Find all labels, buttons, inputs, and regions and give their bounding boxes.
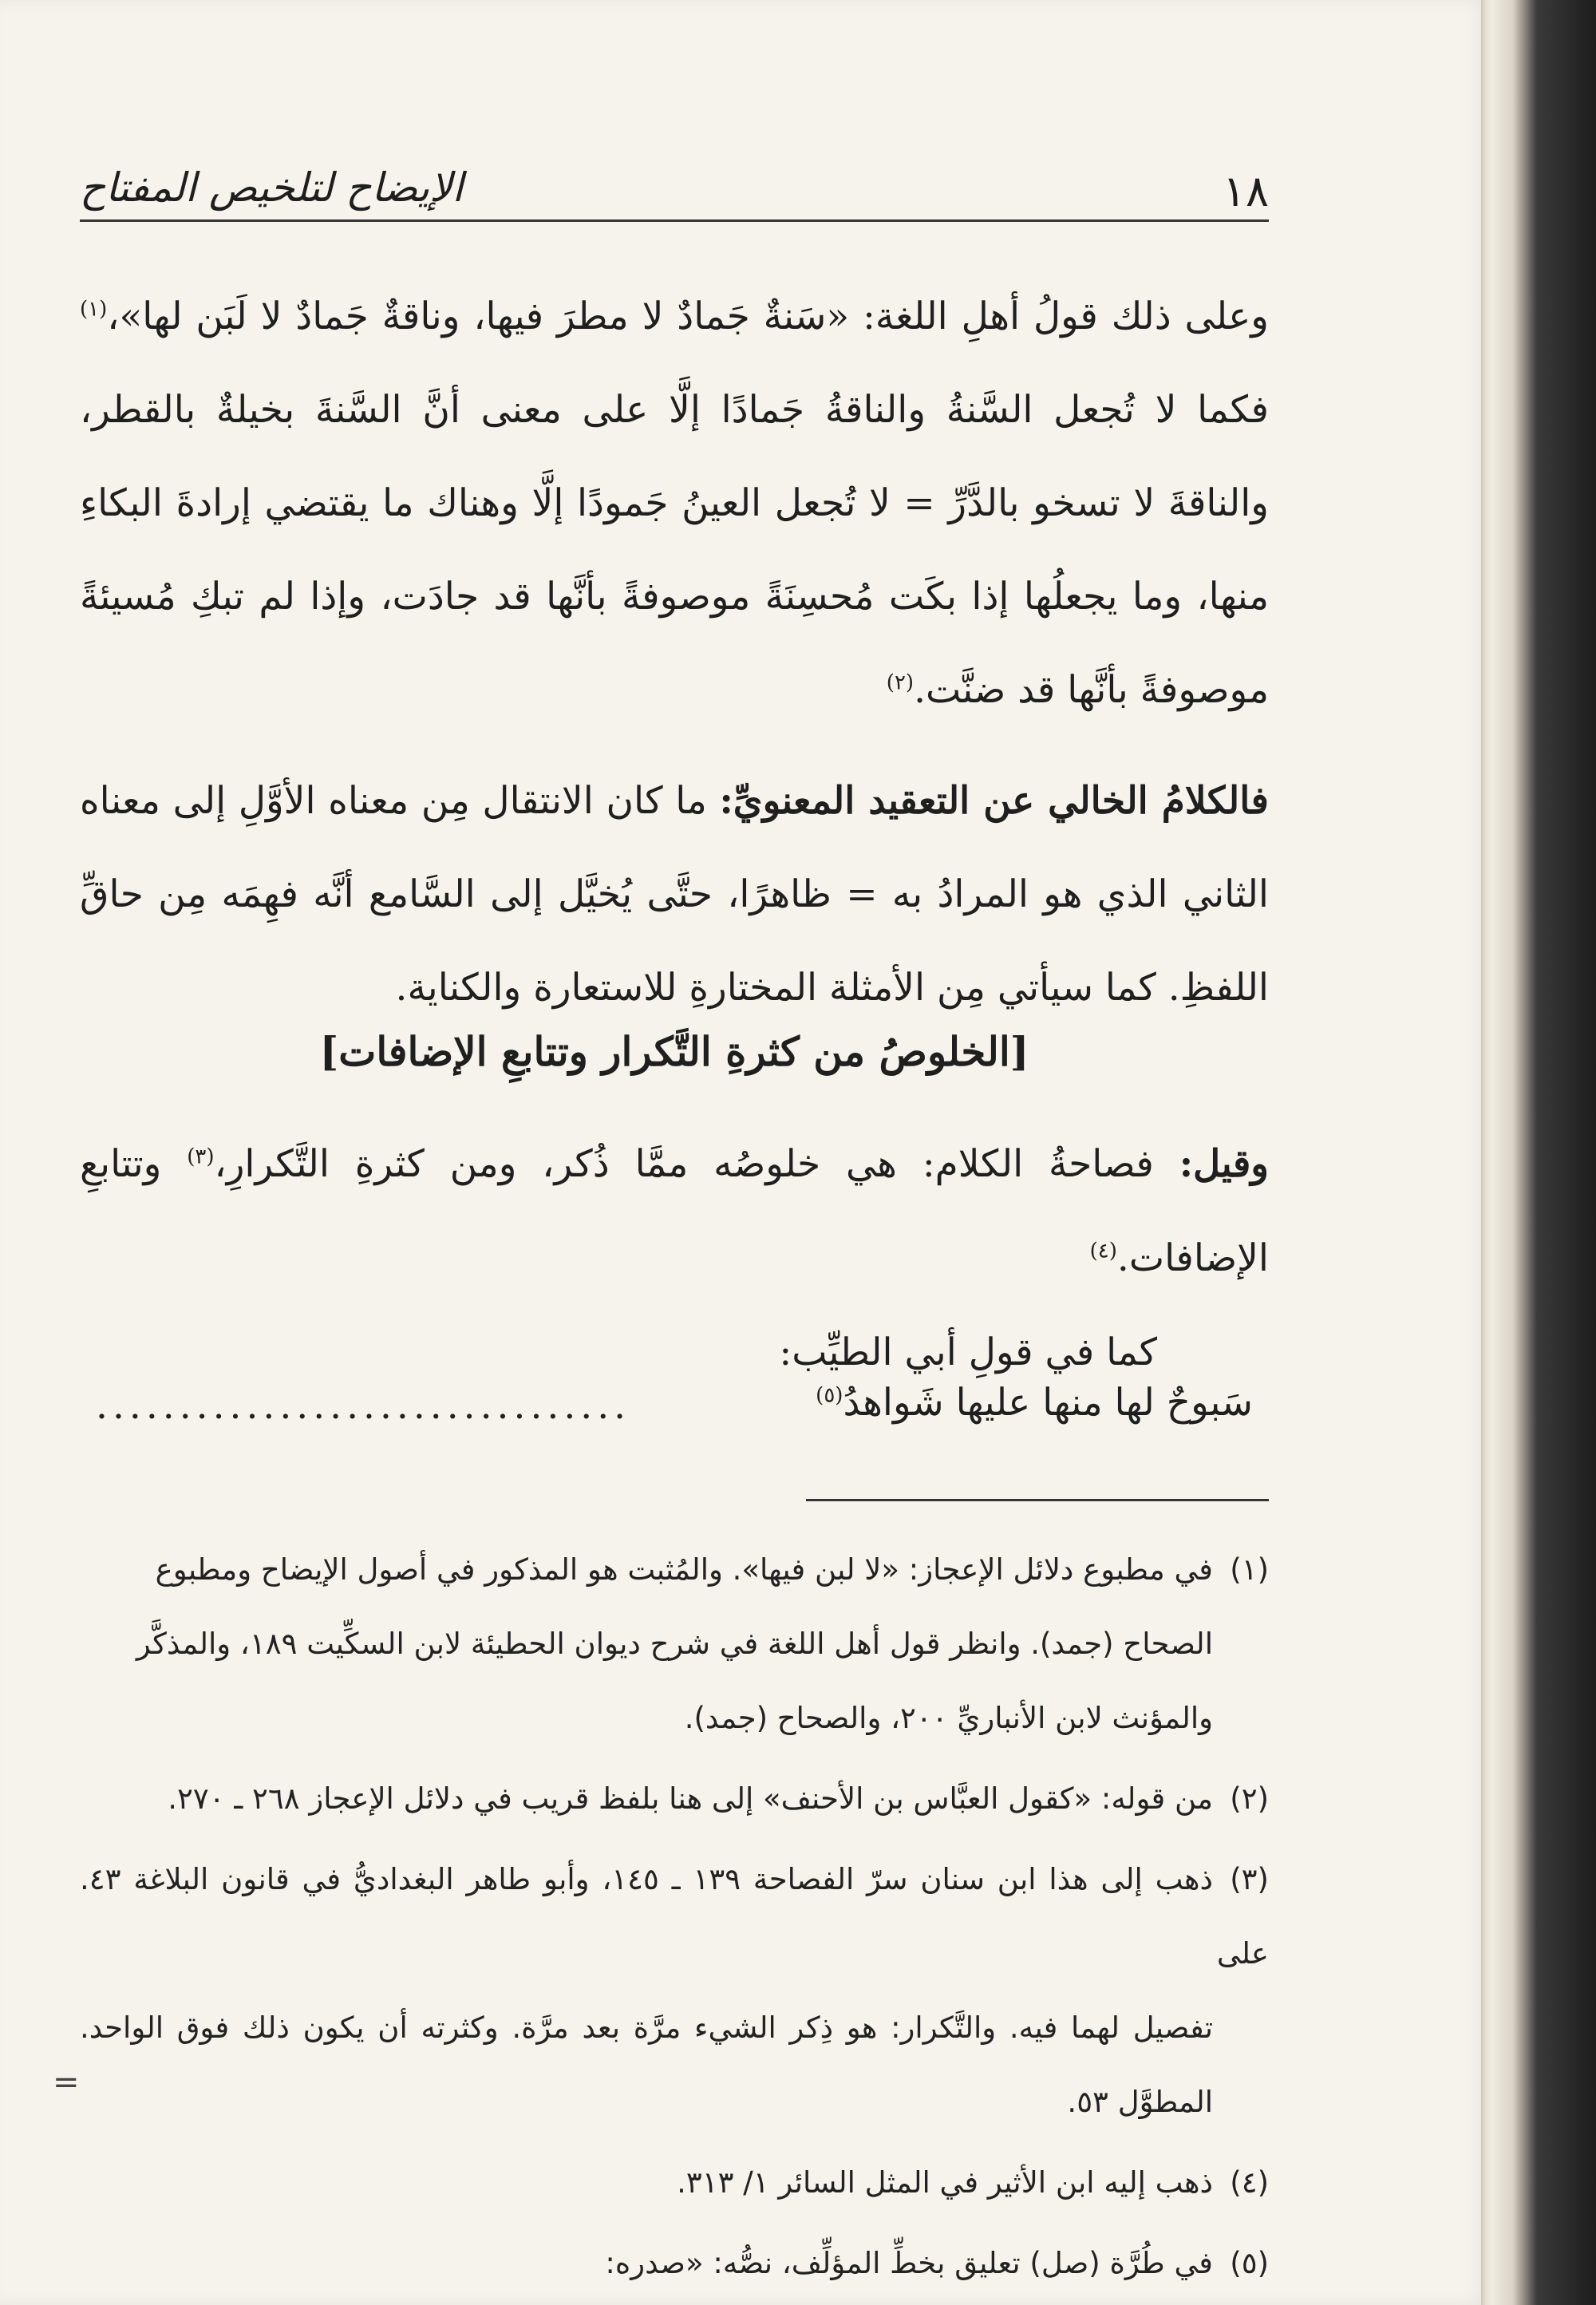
p1-line-5: موصوفةً بأنَّها قد ضنَّت. (914, 668, 1269, 712)
footnotes (80, 1532, 1269, 2300)
footnote-number: (٤) (1230, 2165, 1269, 2200)
footnote-number: (٣) (1230, 1862, 1269, 1896)
footnote-line: ذهب إليه ابن الأثير في المثل السائر ١/ ٣١٣. (677, 2165, 1213, 2200)
main-text (80, 270, 1269, 1034)
p1-line-2a: لها»، (107, 295, 183, 338)
p1-line-3: والناقةَ لا تسخو بالدَّرِّ = لا تُجعل العينُ جَمودًا إلَّا وهناك ما يقتضي إرادةَ البكاءِ (80, 481, 1269, 525)
p3-term: وقيل: (1179, 1142, 1269, 1186)
footnote-ref-2[interactable]: (٢) (886, 670, 915, 695)
verse-ellipsis: ................................ (96, 1384, 631, 1428)
footnote-line: من قوله: «كقول العبَّاس بن الأحنف» إلى هنا بلفظ قريب في دلائل الإعجاز ٢٦٨ ـ ٢٧٠. (168, 1781, 1213, 1816)
section-text (80, 1117, 1269, 1400)
p1-line-1: وعلى ذلك قولُ أهلِ اللغة: «سَنةٌ جَمادٌ لا مطرَ فيها، وناقةٌ جَمادٌ لا لَبَن (196, 295, 1269, 338)
footnote-3 (80, 1842, 1269, 1991)
p1-line-2b: فكما لا تُجعل السَّنةُ والناقةُ جَمادًا إلَّا على معنى أنَّ السَّنةَ بخيلةٌ بالقطر، (80, 388, 1269, 432)
paragraph-1 (80, 270, 1269, 737)
footnote-line: في طُرَّة (صل) تعليق بخطِّ المؤلِّف، نصُّه: «صدره: (605, 2246, 1213, 2280)
footnote-number: (٥) (1230, 2246, 1269, 2280)
footnote-ref-4[interactable]: (٤) (1089, 1239, 1117, 1263)
p2-term: فالكلامُ الخالي عن التعقيد المعنويِّ: (719, 779, 1269, 823)
paragraph-4: كما في قولِ أبي الطيِّب: (779, 1330, 1157, 1374)
book-spine-edge (1481, 0, 1596, 2305)
footnote-ref-1[interactable]: (١) (80, 297, 108, 322)
footnote-number: (١) (1230, 1552, 1269, 1587)
footnote-5 (80, 2226, 1269, 2300)
header-rule (80, 219, 1269, 222)
paragraph-3 (80, 1117, 1269, 1306)
footnote-4 (80, 2145, 1269, 2220)
footnote-number: (٢) (1230, 1781, 1269, 1816)
section-heading: [الخلوصُ من كثرةِ التَّكرار وتتابعِ الإضافات] (319, 1028, 1029, 1075)
footnote-line: في مطبوع دلائل الإعجاز: «لا لبن فيها». والمُثبت هو المذكور في أصول الإيضاح ومطبوع (155, 1552, 1213, 1587)
p3-text-2: وتتابعِ الإضافات. (80, 1142, 1269, 1280)
verse-text: سَبوحٌ لها منها عليها شَواهدُ (843, 1381, 1253, 1425)
paragraph-2 (80, 754, 1269, 1034)
book-title: الإيضاح لتلخيص المفتاح (80, 164, 464, 211)
footnote-line: ذهب إلى هذا ابن سنان سرّ الفصاحة ١٣٩ ـ ١٤٥، وأبو طاهر البغداديُّ في قانون البلاغة ٤٣. على (80, 1862, 1269, 1971)
footnote-1-line-2: الصحاح (جمد). وانظر قول أهل اللغة في شرح ديوان الحطيئة لابن السكِّيت ١٨٩، والمذكَّر (136, 1627, 1213, 1661)
footnote-3-line-2: تفصيل لهما فيه. والتَّكرار: هو ذِكر الشيء مرَّة بعد مرَّة. وكثرته أن يكون ذلك فوق الواحد. المطوَّل ٥٣. (80, 2010, 1213, 2119)
poetry-verse (96, 1381, 1253, 1461)
continuation-marker: = (53, 2064, 80, 2101)
verse-hemistich (816, 1381, 1253, 1425)
footnote-ref-3[interactable]: (٣) (187, 1145, 215, 1169)
footnote-1 (80, 1532, 1269, 1607)
footnote-ref-5[interactable]: (٥) (816, 1383, 843, 1408)
footnote-2 (80, 1761, 1269, 1836)
p1-line-4: منها، وما يجعلُها إذا بكَت مُحسِنَةً موصوفةً بأنَّها قد جادَت، وإذا لم تبكِ مُسيئةً (80, 575, 1269, 619)
page-number: ١٨ (1222, 166, 1269, 216)
footnote-separator (806, 1499, 1269, 1501)
running-header (80, 160, 1269, 217)
p3-text: فصاحةُ الكلام: هي خلوصُه ممَّا ذُكر، ومن كثرةِ التَّكرارِ، (214, 1142, 1179, 1186)
footnote-1-line-3: والمؤنث لابن الأنباريِّ ٢٠٠، والصحاح (جمد). (684, 1701, 1213, 1735)
p2-text: ما كان الانتقال مِن معناه الأوَّلِ إلى معناه الثاني الذي هو المرادُ به = ظاهرًا، حتَّى يُخيَّل إلى السَّامع أنَّه فهِمَه مِن حاقِّ اللفظِ. كما سيأتي مِن الأمثلة المختارةِ للاستعارة والكناية. (80, 779, 1269, 1010)
